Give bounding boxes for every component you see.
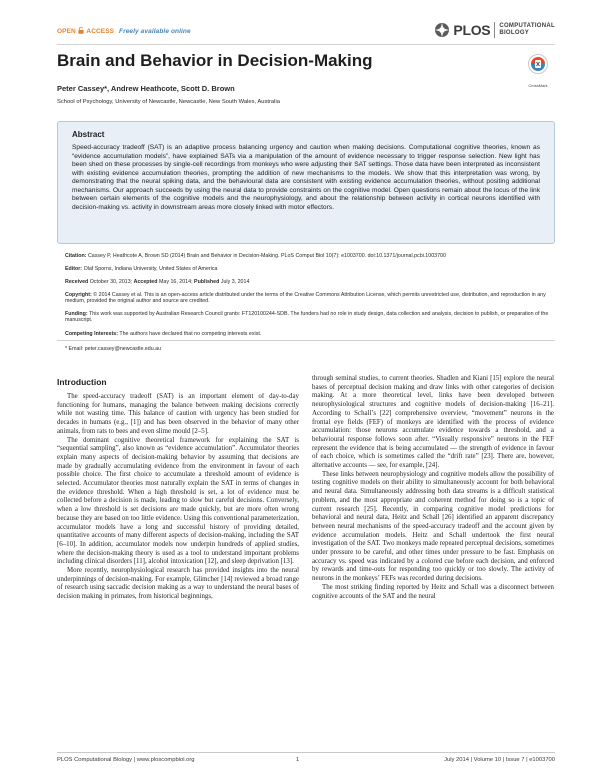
plos-wordmark: PLOS bbox=[453, 22, 491, 38]
funding-label: Funding: bbox=[65, 311, 88, 317]
corresponding-email: * Email: peter.cassey@newcastle.edu.au bbox=[65, 346, 162, 352]
competing-interests-line bbox=[65, 331, 550, 337]
open-lock-icon bbox=[78, 27, 84, 34]
citation-line bbox=[65, 253, 550, 259]
journal-name-line2: BIOLOGY bbox=[499, 30, 530, 36]
crossmark-icon bbox=[527, 54, 549, 78]
intro-paragraph: These links between neurophysiology and cognitive models allow the possibility of testing cognitive models on their ability to simultaneously account for both behavioral and neural data. Simultaneously addressing both data streams is a difficult statistical problem, and the most appropriate and coherent method for doing so is a topic of current research [25]. Recently, in comparing cognitive model predictions for behavioral and neural data, Heitz and Schall [26] identified an apparent discrepancy between neural mechanisms of the speed-accuracy tradeoff and the account given by evidence accumulation models. Heitz and Schall undertook the first neural investigation of the SAT. Two monkeys made repeated perceptual decisions, sometimes under pressure to be careful, and other times under pressure to be fast. Emphasis on accuracy vs. speed was indicated by a colored cue before each decision, and enforced by rewards and time-outs for responding too quickly or too slowly. The activity of neurons in the monkeys’ FEFs was recorded during decisions. bbox=[312, 470, 554, 583]
intro-paragraph: The dominant cognitive theoretical framework for explaining the SAT is “sequential sampling”, also known as “evidence accumulation”. Accumulator theories explain many aspects of decision-making behavior by assuming that decisions are made by gradually accumulating evidence from the environment in favour of each possible choice. The first choice to accumulate a threshold amount of evidence is selected. Accumulator theories most naturally explain the SAT in terms of changes in the evidence threshold. When a high threshold is set, a lot of evidence must be collected before a decision is made, leading to slow but careful decisions. Conversely, when a low threshold is set decisions are made quickly, but are more often wrong because they are based on too little evidence. Using this conventional parameterization, accumulator models have a long and successful history of providing detailed, quantitative accounts of many different aspects of decision-making, including the SAT [6–10]. In addition, accumulator models now underpin hundreds of applied studies, where the decision-making theory is used as a tool to understand important problems including clinical disorders [11], alcohol intoxication [12], and sleep deprivation [13]. bbox=[57, 436, 299, 566]
plos-logo bbox=[434, 20, 555, 40]
intro-paragraph: More recently, neurophysiological research has provided insights into the neural underpinnings of decision-making. For example, Glimcher [14] reviewed a broad range of research using saccadic decision making as a way to understand the neural bases of decision making in primates, from historical beginnings, bbox=[57, 567, 299, 601]
logo-separator bbox=[494, 22, 495, 38]
accepted-date: May 16, 2014; bbox=[158, 279, 193, 285]
citation-text: Cassey P, Heathcote A, Brown SD (2014) Brain and Behavior in Decision-Making. PLoS Comput Biol 10(7): e1003700. doi:10.1371/journal.pcbi.1003700 bbox=[87, 253, 446, 259]
open-access-badge bbox=[57, 27, 191, 35]
accepted-label: Accepted bbox=[133, 279, 158, 285]
dates-line bbox=[65, 279, 550, 285]
citation-label: Citation: bbox=[65, 253, 87, 259]
access-label: ACCESS bbox=[86, 28, 115, 35]
footer-journal: PLOS Computational Biology | www.ploscompbiol.org bbox=[57, 757, 195, 763]
funding-text: This work was supported by Australian Research Council grants: FT120100244-SDB. The funders had no role in study design, data collection and analysis, decision to publish, or preparation of the manuscript. bbox=[65, 311, 549, 324]
journal-header bbox=[57, 20, 555, 44]
editor-line bbox=[65, 266, 550, 272]
metadata-divider bbox=[57, 340, 555, 341]
footer-page-number: 1 bbox=[296, 757, 300, 763]
crossmark-badge[interactable] bbox=[521, 54, 555, 88]
article-authors: Peter Cassey*, Andrew Heathcote, Scott D. Brown bbox=[57, 84, 235, 93]
editor-label: Editor: bbox=[65, 266, 83, 272]
intro-paragraph: The most striking finding reported by Heitz and Schall was a disconnect between cognitive accounts of the SAT and the neural bbox=[312, 583, 554, 600]
journal-name-line1: COMPUTATIONAL bbox=[499, 23, 555, 29]
body-column-right bbox=[312, 375, 554, 745]
footer-divider bbox=[57, 752, 555, 753]
intro-paragraph: through seminal studies, to current theories. Shadlen and Kiani [15] explore the neural bases of perceptual decision making and draw links with other categories of decision making. At a more theoretical level, links have been developed between neurophysiological structures and cognitive models of decision-making [16–21]. According to Schall’s [22] comprehensive overview, “movement” neurons in the frontal eye fields (FEF) of monkeys are identified with the process of evidence accumulation: those neurons accumulate evidence towards a threshold, and a behavioural response follows soon after. “Visually responsive” neurons in the FEF represent the evidence that is being accumulated — the strength of evidence in favour of each choice, which is sometimes called the “drift rate” [23]. There are, however, alternative accounts — see, for example, [24]. bbox=[312, 375, 554, 470]
funding-line bbox=[65, 311, 550, 324]
email-line bbox=[65, 346, 550, 352]
journal-name bbox=[499, 23, 555, 37]
open-access-label: OPEN bbox=[57, 28, 76, 35]
crossmark-label: CrossMark bbox=[528, 83, 548, 88]
competing-interests-text: The authors have declared that no competing interests exist. bbox=[119, 331, 262, 337]
intro-paragraph: The speed-accuracy tradeoff (SAT) is an important element of day-to-day functioning for humans, managing the balance between making decisions correctly while not wasting time. This balance of caution with urgency has been studied for decades in humans (e.g., [1]) and has been observed in the behavior of many other animals, from rats to bees and even slime mould [2–5]. bbox=[57, 393, 299, 435]
plos-sun-icon bbox=[434, 22, 450, 38]
published-date: July 3, 2014 bbox=[220, 279, 250, 285]
abstract-heading: Abstract bbox=[72, 130, 105, 139]
received-date: October 30, 2013; bbox=[89, 279, 133, 285]
copyright-label: Copyright: bbox=[65, 292, 92, 298]
editor-text: Olaf Sporns, Indiana University, United States of America bbox=[83, 266, 218, 272]
author-affiliation: School of Psychology, University of Newcastle, Newcastle, New South Wales, Australia bbox=[57, 99, 280, 105]
abstract-box bbox=[57, 121, 555, 244]
copyright-text: © 2014 Cassey et al. This is an open-access article distributed under the terms of the Creative Commons Attribution License, which permits unrestricted use, distribution, and reproduction in any medium, provided the original author and source are credited. bbox=[65, 292, 546, 305]
freely-available-label: Freely available online bbox=[119, 28, 191, 35]
body-column-left bbox=[57, 393, 299, 745]
competing-interests-label: Competing Interests: bbox=[65, 331, 118, 337]
article-title: Brain and Behavior in Decision-Making bbox=[57, 51, 373, 70]
received-label: Received bbox=[65, 279, 89, 285]
published-label: Published bbox=[194, 279, 220, 285]
introduction-heading: Introduction bbox=[57, 377, 107, 387]
abstract-text: Speed-accuracy tradeoff (SAT) is an adaptive process balancing urgency and caution when making decisions. Computational cognitive theories, known as “evidence accumulation models”, have explained SATs via a manipulation of the amount of evidence necessary to trigger response selection. New light has been shed on these processes by single-cell recordings from monkeys who were adjusting their SAT settings. Those data have been interpreted as inconsistent with existing evidence accumulation theories, prompting the addition of new mechanisms to the models. We show that this interpretation was wrong, by demonstrating that the neural spiking data, and the behavioural data are consistent with existing evidence accumulation theories, without positing additional mechanisms. Our approach succeeds by using the neural data to provide constraints on the cognitive model. Open questions remain about the locus of the link between certain elements of the cognitive models and the neurophysiology, and about the relationship between activity in cortical neurons identified with decision-making vs. activity in downstream areas more closely linked with motor effectors. bbox=[72, 144, 540, 211]
footer-issue: July 2014 | Volume 10 | Issue 7 | e1003700 bbox=[444, 757, 555, 763]
header-divider bbox=[57, 44, 555, 45]
copyright-line bbox=[65, 292, 550, 305]
